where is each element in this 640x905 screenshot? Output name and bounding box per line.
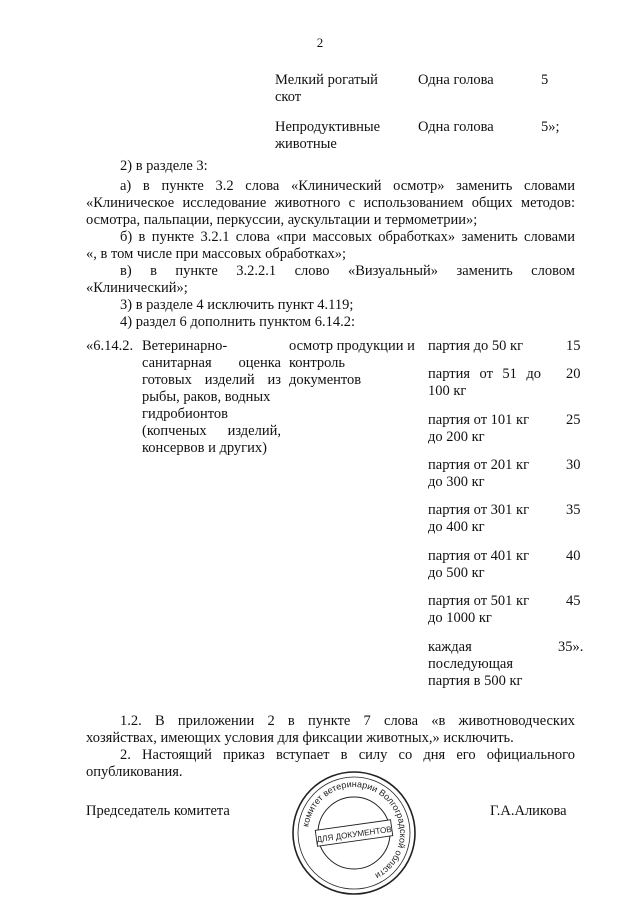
tier-label: партия от 401 кг: [428, 548, 530, 564]
animal-value: 5: [541, 72, 549, 88]
paragraph-line: «, в том числе при массовых обработках»;: [86, 246, 347, 262]
tier-label: до 300 кг: [428, 474, 485, 490]
animal-name: Мелкий рогатый: [275, 72, 378, 88]
tier-label: до 400 кг: [428, 519, 485, 535]
service-name-line: (копченых изделий,: [142, 423, 281, 439]
tier-label: до 1000 кг: [428, 610, 492, 626]
paragraph-line: 1.2. В приложении 2 в пункте 7 слова «в животноводческих: [120, 713, 575, 729]
service-name-line: консервов и других): [142, 440, 267, 456]
tier-label: партия от 101 кг: [428, 412, 530, 428]
paragraph-line: 2. Настоящий приказ вступает в силу со дня его официального: [120, 747, 575, 763]
tier-label: партия от 201 кг: [428, 457, 530, 473]
paragraph-line: в) в пункте 3.2.2.1 слово «Визуальный» заменить словом: [120, 263, 575, 279]
page-number: 2: [316, 35, 324, 50]
stamp-center-text: ДЛЯ ДОКУМЕНТОВ: [316, 824, 393, 845]
tier-label: партия до 50 кг: [428, 338, 524, 354]
service-method-line: контроль: [289, 355, 345, 371]
signature-position: Председатель комитета: [86, 803, 230, 819]
tier-price: 35: [566, 502, 581, 518]
service-name-line: Ветеринарно-: [142, 338, 228, 354]
paragraph-section3: 2) в разделе 3:: [120, 158, 208, 174]
paragraph-line: осмотра, пальпации, перкуссии, аускультации и термометрии»;: [86, 212, 478, 228]
tier-price: 25: [566, 412, 581, 428]
paragraph-line: хозяйствах, имеющих условия для фиксации животных,» исключить.: [86, 730, 514, 746]
round-stamp: [288, 767, 420, 899]
tier-label: до 200 кг: [428, 429, 485, 445]
service-number: «6.14.2.: [86, 338, 134, 354]
tier-price: 45: [566, 593, 581, 609]
animal-name: скот: [275, 89, 302, 105]
paragraph-line: «Клиническое исследование животного с использованием общих методов:: [86, 195, 575, 211]
stamp-ring-text: комитет ветеринарии Волгоградской области: [300, 778, 409, 882]
animal-name: животные: [275, 136, 337, 152]
paragraph-section4: 3) в разделе 4 исключить пункт 4.119;: [120, 297, 354, 313]
tier-label: последующая: [428, 656, 514, 672]
tier-price: 15: [566, 338, 581, 354]
tier-price: 30: [566, 457, 581, 473]
tier-label: 100 кг: [428, 383, 467, 399]
paragraph-line: а) в пункте 3.2 слова «Клинический осмотр» заменить словами: [120, 178, 575, 194]
paragraph-line: б) в пункте 3.2.1 слова «при массовых обработках» заменить словами: [120, 229, 575, 245]
tier-label: каждая: [428, 639, 472, 655]
tier-label: партия от 501 кг: [428, 593, 530, 609]
tier-label: партия от 51 до: [428, 366, 541, 382]
service-name-line: гидробионтов: [142, 406, 228, 422]
tier-label: партия от 301 кг: [428, 502, 530, 518]
paragraph-section6: 4) раздел 6 дополнить пунктом 6.14.2:: [120, 314, 356, 330]
tier-price: 40: [566, 548, 581, 564]
service-name-line: готовых изделий из: [142, 372, 281, 388]
service-name-line: санитарная оценка: [142, 355, 281, 371]
animal-unit: Одна голова: [418, 72, 494, 88]
signature-name: Г.А.Аликова: [490, 803, 567, 819]
service-method-line: документов: [289, 372, 362, 388]
paragraph-line: «Клинический»;: [86, 280, 188, 296]
animal-value: 5»;: [541, 119, 560, 135]
tier-price: 35».: [558, 639, 584, 655]
tier-label: партия в 500 кг: [428, 673, 523, 689]
service-method-line: осмотр продукции и: [289, 338, 415, 354]
animal-name: Непродуктивные: [275, 119, 381, 135]
tier-label: до 500 кг: [428, 565, 485, 581]
tier-price: 20: [566, 366, 581, 382]
paragraph-line: опубликования.: [86, 764, 183, 780]
service-name-line: рыбы, раков, водных: [142, 389, 271, 405]
animal-unit: Одна голова: [418, 119, 494, 135]
